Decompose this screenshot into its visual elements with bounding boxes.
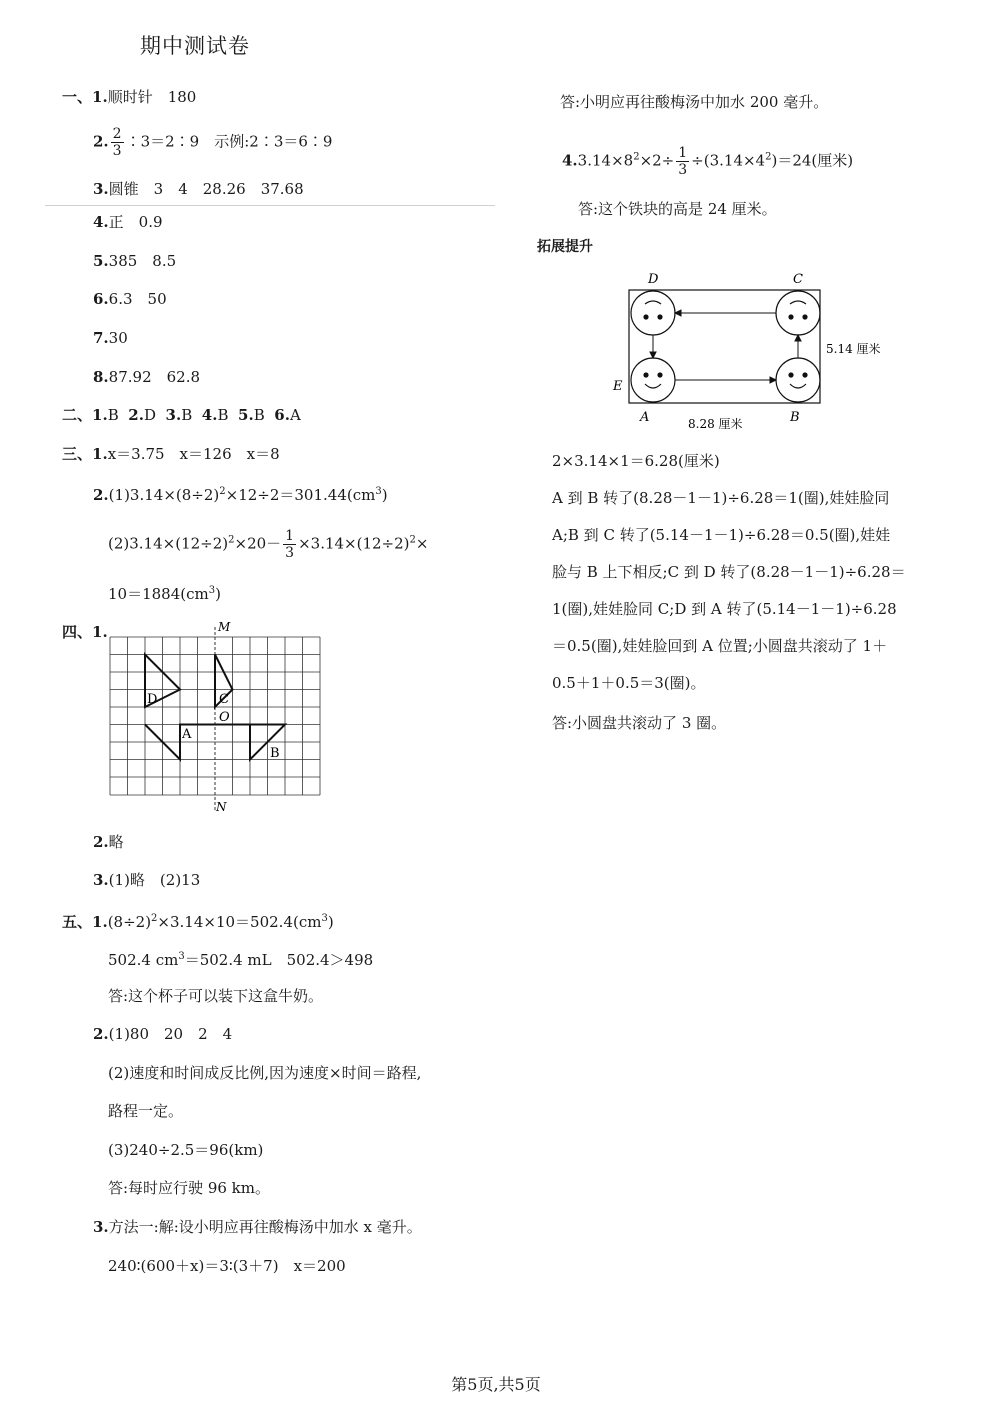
section-3-q2a: $2.(1)3.14\times(8\div 2)^2\times 12\div 2=301.44(cm^3)$ bbox=[93, 486, 388, 504]
section-1-q3: 3.圆锥 3 4 28.26 37.68 bbox=[93, 180, 304, 198]
right-answer-1: 答:小明应再往酸梅汤中加水 200 毫升。 bbox=[560, 93, 829, 111]
section-heading-extension: 拓展提升 bbox=[537, 239, 593, 255]
section-5-q3a: 3.方法一:解:设小明应再往酸梅汤中加水 x 毫升。 bbox=[93, 1218, 422, 1236]
section-5-q2c: 路程一定。 bbox=[108, 1102, 184, 1120]
divider bbox=[45, 205, 495, 206]
label-N: N bbox=[216, 800, 227, 814]
fraction: $\frac{2}{3}$ bbox=[112, 126, 122, 159]
section-4-label: 四、 bbox=[62, 623, 93, 641]
label-D: D bbox=[147, 692, 158, 707]
fraction: $\frac{1}{3}$ bbox=[285, 528, 295, 561]
right-q4: $4.3.14\times 8^2\times 2\div$ $\frac{1}{3}$ $\div(3.14\times 4^2)=24$(厘米) bbox=[562, 145, 854, 178]
section-5-q2d: (3)240÷2.5＝96(km) bbox=[108, 1141, 264, 1159]
face-E bbox=[631, 358, 675, 402]
section-1-label: 一、 bbox=[62, 88, 93, 106]
section-5-q1a: 五、$1.(8\div 2)^2\times 3.14\times 10=502.4(cm^3)$ bbox=[62, 913, 334, 931]
symmetry-grid-figure bbox=[100, 615, 330, 815]
section-4-q1: 四、1. bbox=[62, 623, 108, 641]
section-1-q5: 5.385 8.5 bbox=[93, 252, 177, 270]
label-M: M bbox=[218, 620, 231, 634]
para-line: 0.5＋1＋0.5＝3(圈)。 bbox=[552, 674, 706, 692]
page-title: 期中测试卷 bbox=[140, 34, 250, 58]
section-2-label: 二、 bbox=[62, 406, 93, 424]
section-5-label: 五、 bbox=[62, 913, 93, 931]
label-B: B bbox=[790, 410, 800, 425]
section-2: 二、1.B 2.D 3.B 4.B 5.B 6.A bbox=[62, 406, 301, 424]
face-D bbox=[631, 291, 675, 335]
section-5-q1c: 答:这个杯子可以装下这盒牛奶。 bbox=[108, 987, 324, 1005]
section-3-q1: 三、1.x＝3.75 x＝126 x＝8 bbox=[62, 445, 280, 463]
section-5-q2e: 答:每时应行驶 96 km。 bbox=[108, 1179, 270, 1197]
section-5-q3b: 240∶(600＋x)＝3∶(3＋7) x＝200 bbox=[108, 1257, 346, 1275]
section-1-q2: 2. $\frac{2}{3}$ ∶3＝2∶9 示例:2∶3＝6∶9 bbox=[93, 126, 333, 159]
label-O: O bbox=[219, 710, 230, 725]
label-C: C bbox=[219, 692, 229, 707]
label-C: C bbox=[793, 272, 803, 287]
section-1-q6: 6.6.3 50 bbox=[93, 290, 167, 308]
para-line: A;B 到 C 转了(5.14－1－1)÷6.28＝0.5(圈),娃娃 bbox=[552, 526, 891, 544]
section-4-q3: 3.(1)略 (2)13 bbox=[93, 871, 201, 889]
label-B: B bbox=[270, 746, 280, 761]
section-1-q7: 7.30 bbox=[93, 329, 128, 347]
section-1-q8: 8.87.92 62.8 bbox=[93, 368, 201, 386]
para-line: 脸与 B 上下相反;C 到 D 转了(8.28－1－1)÷6.28＝ bbox=[552, 563, 906, 581]
label-A: A bbox=[182, 727, 192, 742]
page-footer: 第5页,共5页 bbox=[451, 1375, 541, 1394]
para-line: ＝0.5(圈),娃娃脸回到 A 位置;小圆盘共滚动了 1＋ bbox=[552, 637, 888, 655]
final-answer: 答:小圆盘共滚动了 3 圈。 bbox=[552, 714, 727, 732]
section-5-q2a: 2.(1)80 20 2 4 bbox=[93, 1025, 233, 1043]
face-B bbox=[776, 358, 820, 402]
section-1-q1: 一、1.顺时针 180 bbox=[62, 88, 197, 106]
height-label: 5.14 厘米 bbox=[826, 342, 881, 356]
section-3-q2c: $10=1884(cm^3)$ bbox=[108, 585, 221, 603]
para-line: A 到 B 转了(8.28－1－1)÷6.28＝1(圈),娃娃脸同 bbox=[552, 489, 890, 507]
calc-line: 2×3.14×1＝6.28(厘米) bbox=[552, 452, 720, 470]
label-A: A bbox=[640, 410, 650, 425]
section-3-q2b: $(2)3.14\times(12\div 2)^2\times 20-$ $\frac{1}{3}$ $\times 3.14\times(12\div 2)^2\times$ bbox=[108, 528, 429, 561]
arrows bbox=[650, 310, 801, 383]
rolling-disc-diagram bbox=[608, 268, 898, 436]
section-5-q2b: (2)速度和时间成反比例,因为速度×时间＝路程, bbox=[108, 1064, 422, 1082]
section-1-q4: 4.正 0.9 bbox=[93, 213, 163, 231]
section-3-label: 三、 bbox=[62, 445, 93, 463]
label-E: E bbox=[613, 379, 623, 394]
right-answer-2: 答:这个铁块的高是 24 厘米。 bbox=[578, 200, 777, 218]
section-5-q1b: 502.4 $cm^3=502.4$ mL 502.4＞498 bbox=[108, 951, 374, 969]
width-label: 8.28 厘米 bbox=[688, 417, 743, 431]
para-line: 1(圈),娃娃脸同 C;D 到 A 转了(5.14－1－1)÷6.28 bbox=[552, 600, 897, 618]
section-4-q2: 2.略 bbox=[93, 833, 124, 851]
fraction: $\frac{1}{3}$ bbox=[678, 145, 688, 178]
label-D: D bbox=[648, 272, 659, 287]
face-C bbox=[776, 291, 820, 335]
explanation-paragraph bbox=[552, 480, 906, 702]
